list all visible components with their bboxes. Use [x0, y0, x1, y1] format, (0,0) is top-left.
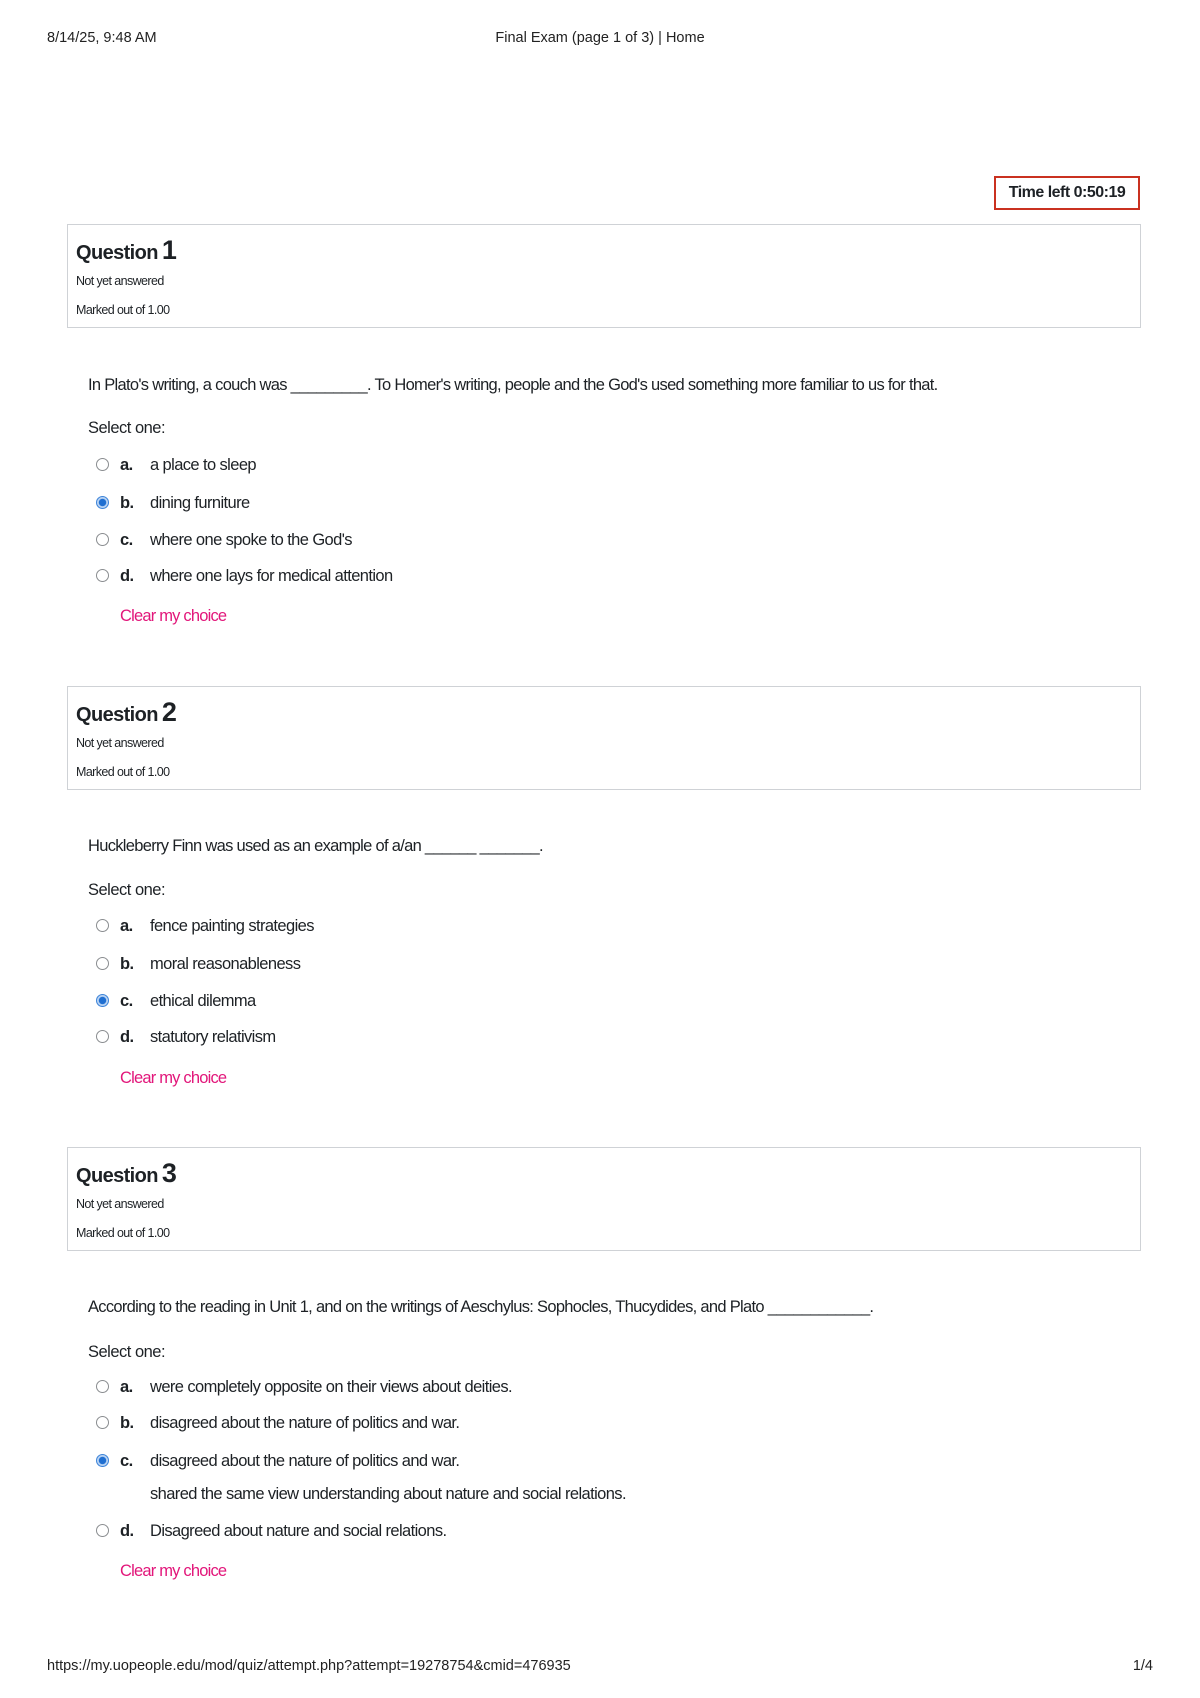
- question-3-option-c-extra-text: shared the same view understanding about nature and social relations.: [150, 1485, 626, 1503]
- print-url: https://my.uopeople.edu/mod/quiz/attempt.php?attempt=19278754&cmid=476935: [47, 1658, 571, 1674]
- question-1-option-c[interactable]: c. where one spoke to the God's: [96, 527, 996, 553]
- question-3-info: [67, 1147, 1141, 1251]
- print-page-title: Final Exam (page 1 of 3) | Home: [495, 30, 705, 46]
- question-3-clear-choice-link[interactable]: Clear my choice: [120, 1562, 227, 1580]
- radio-button[interactable]: [96, 458, 109, 471]
- question-1-select-label: Select one:: [88, 419, 166, 437]
- question-2-state: Not yet answered: [76, 736, 164, 750]
- question-1-info: [67, 224, 1141, 328]
- question-1-number: Question 1: [76, 235, 177, 265]
- question-3-state: Not yet answered: [76, 1197, 164, 1211]
- question-3-option-d[interactable]: d. Disagreed about nature and social relations.: [96, 1518, 996, 1544]
- radio-button-checked[interactable]: [96, 1454, 109, 1467]
- radio-button[interactable]: [96, 1416, 109, 1429]
- question-3-option-c[interactable]: c. disagreed about the nature of politics and war. shared the same view understanding about nature and social relations.: [96, 1448, 996, 1474]
- question-1-option-b[interactable]: b. dining furniture: [96, 490, 996, 516]
- question-2-number: Question 2: [76, 697, 177, 727]
- question-2-option-a[interactable]: a. fence painting strategies: [96, 913, 996, 939]
- radio-button[interactable]: [96, 533, 109, 546]
- question-1-clear-choice-link[interactable]: Clear my choice: [120, 607, 227, 625]
- question-2-clear-choice-link[interactable]: Clear my choice: [120, 1069, 227, 1087]
- question-3-grade: Marked out of 1.00: [76, 1226, 170, 1240]
- print-header: [47, 30, 1153, 50]
- question-1-text: In Plato's writing, a couch was _________. To Homer's writing, people and the God's used something more familiar to us for that.: [88, 376, 938, 394]
- question-3-number: Question 3: [76, 1158, 177, 1188]
- question-3-select-label: Select one:: [88, 1343, 166, 1361]
- radio-button-checked[interactable]: [96, 496, 109, 509]
- question-3-option-b[interactable]: b. disagreed about the nature of politics and war.: [96, 1410, 996, 1436]
- question-2-grade: Marked out of 1.00: [76, 765, 170, 779]
- question-2-text: Huckleberry Finn was used as an example of a/an ______ _______.: [88, 837, 543, 855]
- radio-button-checked[interactable]: [96, 994, 109, 1007]
- radio-button[interactable]: [96, 919, 109, 932]
- print-footer: [47, 1658, 1153, 1678]
- question-3-option-a[interactable]: a. were completely opposite on their views about deities.: [96, 1374, 996, 1400]
- question-1-grade: Marked out of 1.00: [76, 303, 170, 317]
- question-2-option-d[interactable]: d. statutory relativism: [96, 1024, 996, 1050]
- question-1-option-a[interactable]: a. a place to sleep: [96, 452, 996, 478]
- question-2-info: [67, 686, 1141, 790]
- question-1-state: Not yet answered: [76, 274, 164, 288]
- radio-button[interactable]: [96, 1524, 109, 1537]
- print-page-number: 1/4: [1132, 1658, 1153, 1674]
- question-2-select-label: Select one:: [88, 881, 166, 899]
- question-3-text: According to the reading in Unit 1, and on the writings of Aeschylus: Sophocles, Thucydides, and Plato ____________.: [88, 1298, 874, 1316]
- print-datetime: 8/14/25, 9:48 AM: [47, 30, 157, 46]
- radio-button[interactable]: [96, 1030, 109, 1043]
- question-2-option-c[interactable]: c. ethical dilemma: [96, 988, 996, 1014]
- radio-button[interactable]: [96, 569, 109, 582]
- radio-button[interactable]: [96, 1380, 109, 1393]
- question-2-option-b[interactable]: b. moral reasonableness: [96, 951, 996, 977]
- question-1-option-d[interactable]: d. where one lays for medical attention: [96, 563, 996, 589]
- quiz-timer: Time left 0:50:19: [994, 176, 1140, 210]
- radio-button[interactable]: [96, 957, 109, 970]
